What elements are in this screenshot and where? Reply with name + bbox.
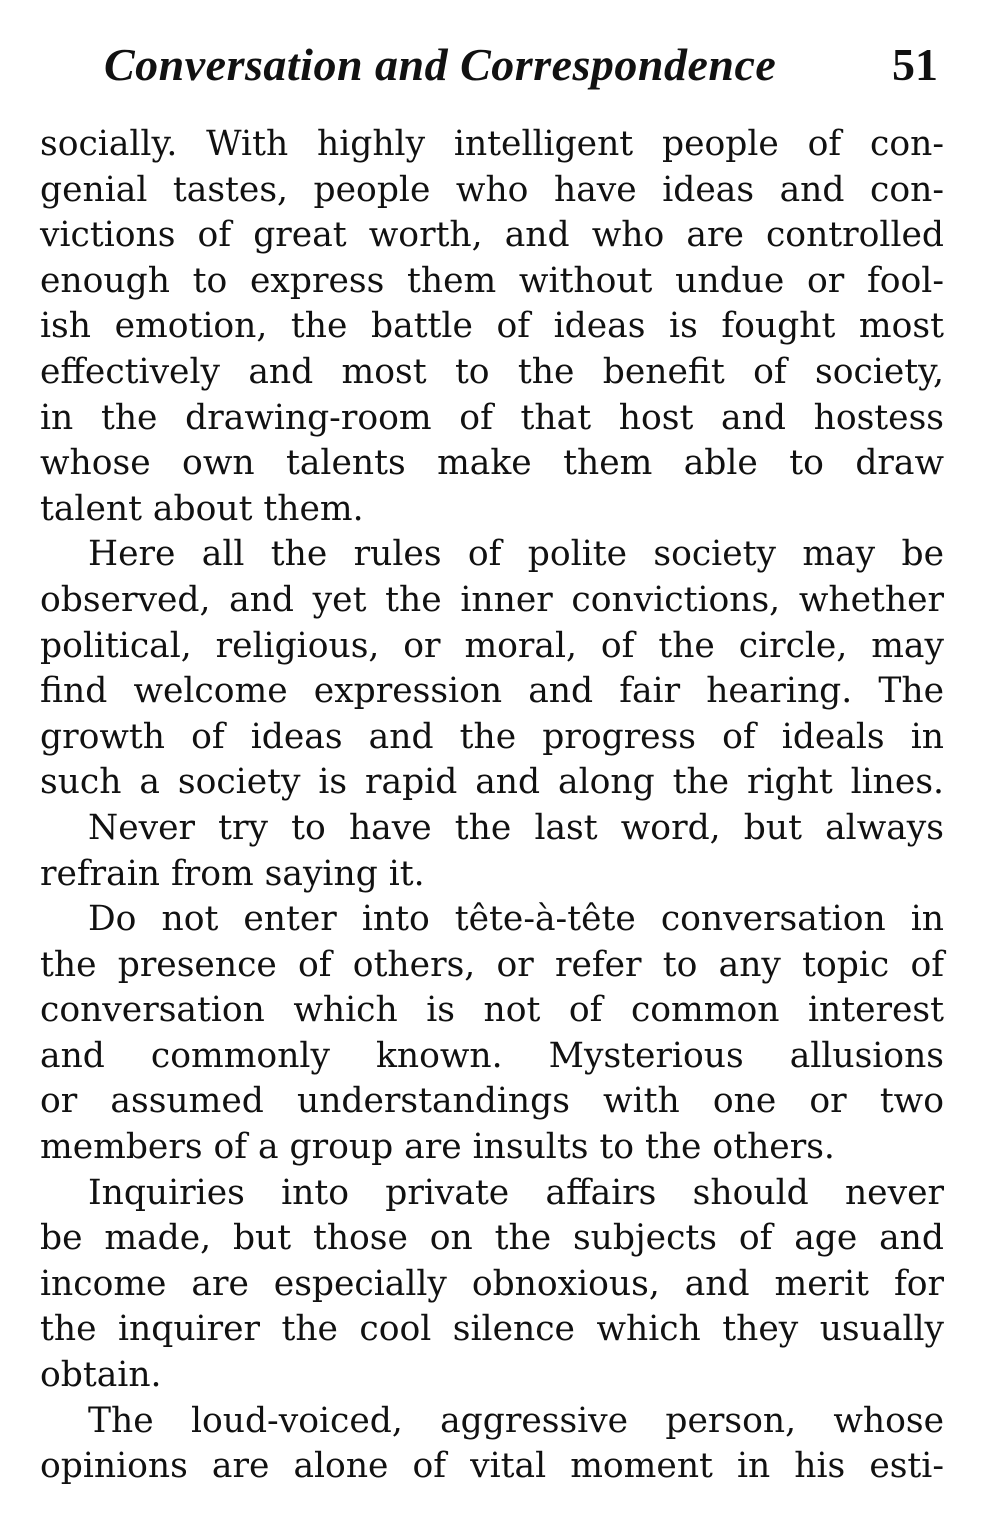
text-line: Do not enter into tête-à-tête conversation in <box>88 899 944 940</box>
text-line: and commonly known. Mysterious allusions <box>40 1035 944 1076</box>
text-line: genial tastes, people who have ideas and con- <box>40 169 944 210</box>
body-text <box>40 122 944 1490</box>
text-line: the inquirer the cool silence which they usually <box>40 1309 944 1350</box>
text-line: ish emotion, the battle of ideas is fought most <box>40 306 944 347</box>
text-line: conversation which is not of common interest <box>40 990 944 1031</box>
text-line: obtain. <box>40 1355 162 1396</box>
text-line: talent about them. <box>40 488 364 529</box>
text-line: Never try to have the last word, but always <box>88 807 944 848</box>
text-line: such a society is rapid and along the right lines. <box>40 762 944 803</box>
text-line: victions of great worth, and who are controlled <box>40 215 944 256</box>
text-line: The loud-voiced, aggressive person, whose <box>88 1400 944 1441</box>
text-line: opinions are alone of vital moment in his esti- <box>40 1446 944 1487</box>
text-line: income are especially obnoxious, and merit for <box>40 1263 944 1304</box>
text-line: in the drawing-room of that host and hostess <box>40 397 944 438</box>
text-line: whose own talents make them able to draw <box>40 443 944 484</box>
text-line: socially. With highly intelligent people of con- <box>40 124 944 164</box>
text-line: refrain from saying it. <box>40 853 425 894</box>
text-line: find welcome expression and fair hearing. The <box>40 671 944 712</box>
text-line: growth of ideas and the progress of ideals in <box>40 716 944 757</box>
text-line: the presence of others, or refer to any topic of <box>40 944 944 985</box>
text-line: be made, but those on the subjects of age and <box>40 1218 944 1259</box>
text-line: observed, and yet the inner convictions, whether <box>40 579 944 620</box>
text-line: Inquiries into private affairs should never <box>88 1172 944 1213</box>
page-number: 51 <box>892 39 938 90</box>
text-line: Here all the rules of polite society may be <box>88 534 944 575</box>
text-line: members of a group are insults to the others. <box>40 1127 835 1168</box>
text-line: political, religious, or moral, of the circle, may <box>40 625 944 666</box>
page-header <box>0 38 1000 98</box>
text-line: or assumed understandings with one or two <box>40 1081 944 1122</box>
running-title: Conversation and Correspondence <box>104 39 777 90</box>
text-line: enough to express them without undue or fool- <box>40 260 944 301</box>
text-line: effectively and most to the benefit of society, <box>40 351 944 392</box>
